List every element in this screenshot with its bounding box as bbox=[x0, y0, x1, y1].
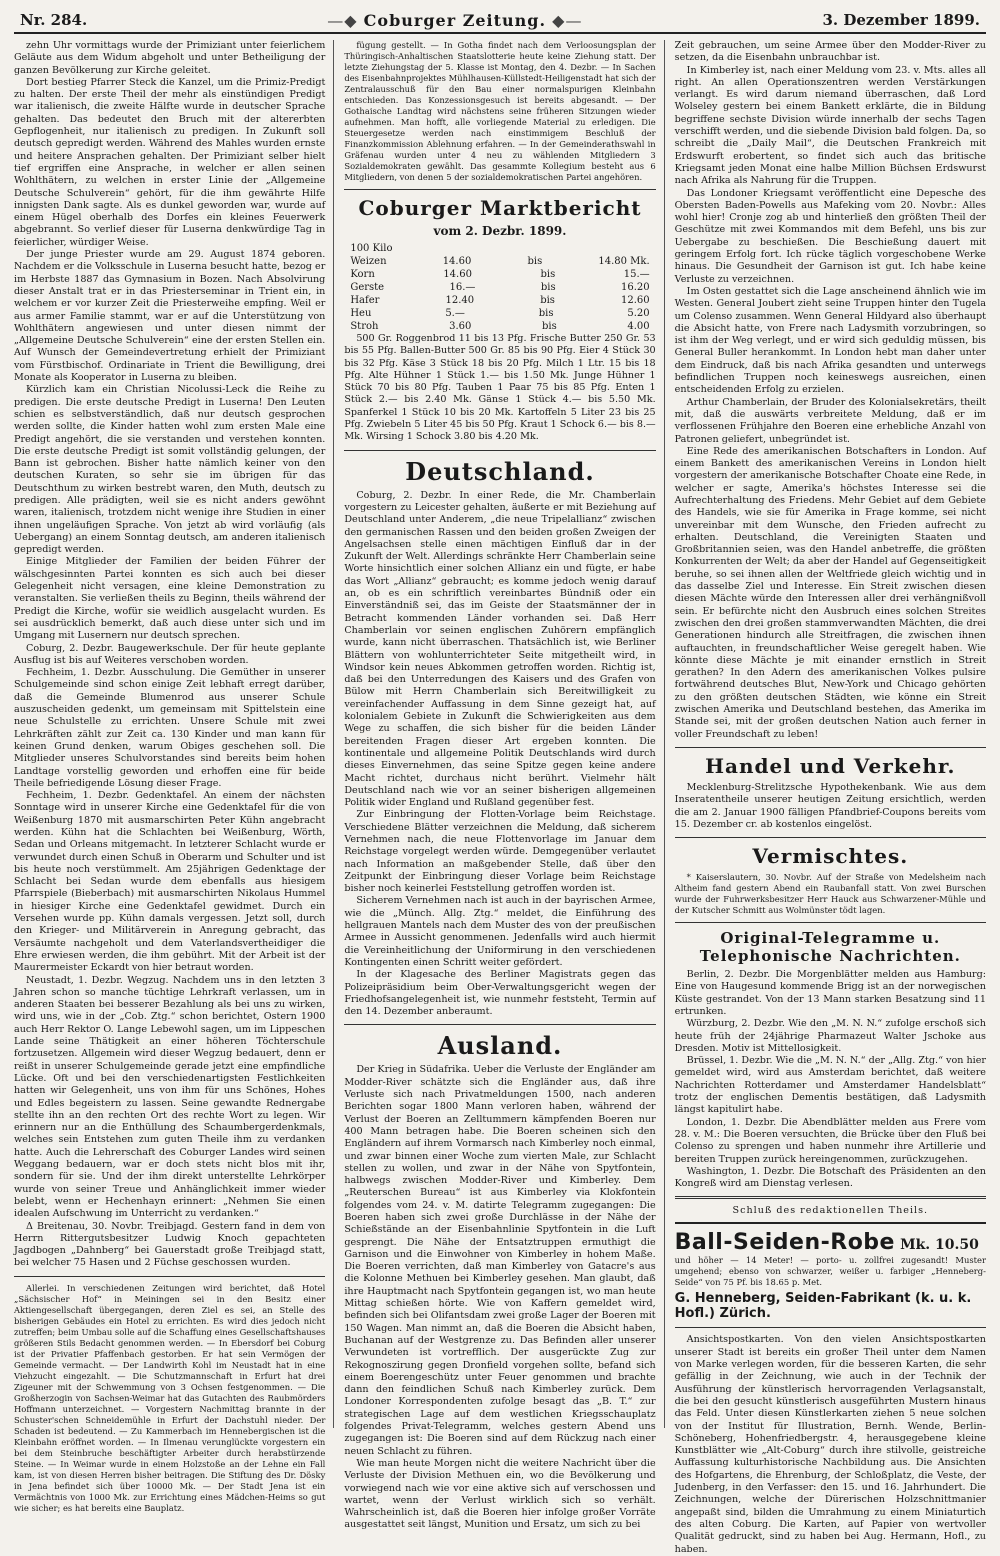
divider bbox=[675, 747, 986, 748]
columns bbox=[14, 40, 986, 1555]
market-row: Heu 5.— bis 5.20 bbox=[350, 308, 650, 319]
market-report-title: Coburger Marktbericht bbox=[358, 196, 642, 220]
paper-title: Coburger Zeitung. bbox=[363, 10, 547, 30]
end-of-editorial-note: Schluß des redaktionellen Theils. bbox=[732, 1205, 929, 1217]
column-2 bbox=[344, 40, 664, 1531]
divider bbox=[344, 450, 655, 451]
article-paragraph: Fechheim, 1. Dezbr. Gedenktafel. An einem der nächsten Sonntage wird in unserer Kirche eine Gedenktafel für die von Weißenburg 1870 mit ausmarschirten Peter Kühn angebracht werden. Kühn hat die Schlachten bei Weißenburg, Wörth, Sedan und Orleans mitgemacht. In letzterer Schlacht wurde er verwundet durch einen Schuß in Oberarm und Schulter und ist bis heute noch verstümmelt. Am 25jährigen Gedenktage der Schlacht bei Sedan wurde dem ebenfalls aus hiesigem Pfarrspiele (Bieberbach) mit ausmarschirten Nikolaus Hummel in hiesiger Kirche eine Gedenktafel gewidmet. Durch ein Versehen wurde pp. Kühn damals vergessen. Jetzt soll, durch den Krieger- und Militärverein in Anregung gebracht, das Versäumte nachgeholt und dem Vaterlandsvertheidiger die Ehre erwiesen werden, die ihm gebührt. Mit der Arbeit ist der Maurermeister Eckardt von hier betraut worden. bbox=[14, 790, 326, 974]
market-table bbox=[344, 242, 655, 333]
ad-price: Mk. 10.50 bbox=[900, 1237, 979, 1254]
masthead: Nr. 284. —◆ Coburger Zeitung. ◆— 3. Dezember 1899. bbox=[14, 10, 986, 34]
article-paragraph: Berlin, 2. Dezbr. Die Morgenblätter melden aus Hamburg: Eine von Haugesund kommende Brigg ist an der norwegischen Küste gestrandet. Von der 13 Mann starken Besatzung sind 11 ertrunken. bbox=[674, 969, 986, 1017]
market-row: Weizen 14.60 bis 14.80 Mk. bbox=[350, 256, 650, 267]
allerlei-paragraph: Allerlei. In verschiedenen Zeitungen wird berichtet, daß Hotel „Sächsischer Hof“ in Meiningen sei in den Besitz einer Aktiengesellschaft übergegangen, deren Ziel es sei, an Stelle des bisherigen Gebäudes ein Hotel zu errichten. Es wird dies jedoch nicht zutreffen; beim Umbau solle auf die Schaffung eines Gesellschaftshauses größeren Stils Bedacht genommen werden. — In Ebersdorf bei Coburg ist der Privatier Pfaffenbach gestorben. Er hat sein Vermögen der Gemeinde vermacht. — Der Landwirth Kohl im Neustadt hat in eine Viehzucht eingezahlt. — Die Schutzmannschaft in Erfurt hat drei Zigeuner mit der Schwemmung von 3 Ochsen festgenommen. — Die Großherzogin von Sachsen-Weimar hat das Gutachten des Raubmörders Hoffmann unterzeichnet. — Vorgestern Nachmittag brannte in der Schuster'schen Schneidemühle in Erfurt der Dachstuhl nieder. Der Schaden ist bedeutend. — Zu Kammerbach im Hennebergischen ist die Kleinbahn eröffnet worden. — In Ilmenau verunglückte vorgestern ein bei dem Steinbruche beschäftigter Arbeiter durch herabstürzende Steine. — In Weimar wurde in einem Holzstoße an der Lehne ein Fall kam, ist von diesen Herren bisher beitragen. Die Stiftung des Dr. Dösky in Jena befindet sich über 10000 Mk. — Der Stadt Jena ist ein Vermächtnis von 1000 Mk. zur Errichtung eines Mädchen-Heims so gut wie sicher; es hat bereits eine Bauplatz. bbox=[14, 1282, 326, 1513]
article-paragraph: Kürzlich kam ein Christian Nicolussi-Leck die Reihe zu predigen. Die erste deutsche Predigt in Luserna! Den Leuten schien es selbstverständlich, daß nur deutsch gesprochen werden sollte, die Kinder hatten wohl zum ersten Male eine Predigt angehört, die sie verstanden und verstehen konnten. Die erste deutsche Predigt ist somit vollständig gelungen, der Bann ist gebrochen. Bisher hatte nämlich keiner von den deutschen Kuraten, so sehr sie im übrigen für das Deutschthum zu wirken bestrebt waren, den Muth, deutsch zu predigen. Alle prädigten, weil sie es nicht anders gewöhnt waren, italienisch, trotzdem nicht wenige ihre Studien in einer ihnen ungeläufigen Sprache. Von jetzt ab wird vorläufig (als Uebergang) an einem Sonntag deutsch, am anderen italienisch gepredigt werden. bbox=[14, 384, 326, 556]
section-title-vermischtes: Vermischtes. bbox=[752, 844, 909, 869]
article-paragraph: London, 1. Dezbr. Die Abendblätter melden aus Frere vom 28. v. M.: Die Boeren versuchten, die Brücke über den Fluß bei Colenso zu sprengen und haben nunmehr ihre Artillerie und bereiten Truppen zurück hereingenommen, zurückzugehen. bbox=[674, 1116, 986, 1165]
article-paragraph: Coburg, 2. Dezbr. Baugewerkschule. Der für heute geplante Ausflug ist bis auf Weiteres verschoben worden. bbox=[14, 642, 326, 666]
column-1 bbox=[14, 40, 334, 1513]
divider bbox=[675, 922, 986, 923]
market-row: Stroh 3.60 bis 4.00 bbox=[350, 321, 650, 332]
section-title-deutschland: Deutschland. bbox=[405, 456, 595, 486]
ad-text: und höher — 14 Meter! — porto- u. zollfrei zugesandt! Muster umgehend; ebenso von schwarzer, weißer u. farbiger „Henneberg-Seide“ von 75 Pf. bis 18.65 p. Met. bbox=[674, 1255, 986, 1288]
article-paragraph: Eine Rede des amerikanischen Botschafters in London. Auf einem Bankett des amerikanischen Vereins in London hielt vorgestern der amerikanische Botschafter Choate eine Rede, in welcher er sagte, Amerika's höchstes Interesse sei die Aufrechterhaltung des Friedens. Mehr Gebiet auf dem Gebiete des Handels, wie sie für Amerika in Frage komme, sei nicht unvereinbar mit dem Wunsche, den Frieden aufrecht zu erhalten. Deutschland, die Vereinigten Staaten und Großbritannien seien, was den Handel anbetreffe, die größten Konkurrenten der Welt; da aber der Handel auf Gegenseitigkeit beruhe, so sei ihnen allen der Weltfriede gleich wichtig und in das dasselbe Ziel und Interesse. Ein Streit zwischen diesen diesen Mächte würde den Interessen aller drei verhängnißvoll sein. Er befürchte nicht den Ausbruch eines solchen Streites zwischen den drei großen stammverwandten Mächten, die drei Generationen hindurch alle Streitfragen, die zwischen ihnen auftauchten, in freundschaftlicher Weise geregelt haben. Wie könnte diese Mächte je mit einander ernstlich in Streit gerathen? In den Adern des amerikanischen Volkes pulsire fortwährend deutsches Blut, New-York und Chicago gehörten zu den größten deutschen Städten, wie könne ein Streit zwischen Amerika und Deutschland bestehen, das Amerika im Stande sei, mit der großen deutschen Nation auch ferner in voller Freundschaft zu leben! bbox=[674, 445, 986, 740]
article-paragraph: Brüssel, 1. Dezbr. Wie die „M. N. N.“ der „Allg. Ztg.“ von hier gemeldet wird, wird aus Amsterdam berichtet, daß weitere Nachrichten Rotterdamer und Amsterdamer Handelsblatt“ trotz der englischen Dementis bestätigen, daß Ladysmith längst kapitulirt habe. bbox=[674, 1055, 986, 1116]
divider bbox=[344, 1024, 655, 1025]
article-paragraph: Einige Mitglieder der Familien der beiden Führer der wälschgesinnten Partei konnten es sich auch bei dieser Gelegenheit nicht versagen, eine kleine Demonstration zu veranstalten. Sie verließen theils zu Beginn, theils während der Predigt die Kirche, wofür sie weidlich ausgelacht wurden. Es sei ausdrücklich bemerkt, daß auch diese unter sich und im Umgang mit Lusernern nur deutsch sprechen. bbox=[14, 556, 326, 642]
ad-firm: G. Henneberg, Seiden-Fabrikant (k. u. k. Hofl.) Zürich. bbox=[674, 1291, 972, 1322]
advertisement bbox=[675, 1222, 986, 1321]
divider bbox=[14, 1276, 325, 1277]
divider bbox=[675, 1196, 986, 1199]
article-paragraph: Im Osten gestattet sich die Lage anscheinend ähnlich wie im Westen. General Joubert zieht seine Truppen hinter den Tugela um Colenso zusammen. Wenn General Hildyard also überhaupt die Absicht hatte, von Frere nach Ladysmith vorzubringen, so ist ihm der Weg verlegt, und er wird sich geduldig müssen, bis General Buller herankommt. In London hebt man daher unter dem Eindruck, daß bis nach Afrika gesandten und unterwegs befindlichen Truppen noch keineswegs ausreichen, einen entscheidenden Erfolg zu erzielen. bbox=[674, 285, 986, 396]
article-paragraph: In Kimberley ist, nach einer Meldung vom 23. v. Mts. alles all right. An allen Operationszentren werden Verstärkungen verlangt. Es wird darum niemand überraschen, daß Lord Wolseley gestern bei einem Bankett erklärte, die in Bildung begriffene sechste Division würde innerhalb der sechs Tagen verschifft werden, und die siebende Division bald folgen. Da, so schreibt die „Daily Mail“, die Deutschen Frankreich mit Erdswurft erobertent, so findet sich auch das britische Kriegsamt jeden Monat eine halbe Million Büchsen Erdswurst nach Afrika als Nahrung für die Truppen. bbox=[674, 64, 986, 187]
article-paragraph: Wie man heute Morgen nicht die weitere Nachricht über die Verluste der Division Methuen ein, wo die Bevölkerung und vorwiegend nach wie vor eine aktive sich auf verschossen und wartet, wenn der Verlust wirklich sich so verhält. Wahrscheinlich ist, daß die Boeren hier infolge großer Vorräte ausgestattet seit längst, Munition und Ersatz, um sich zu bei bbox=[344, 1457, 656, 1531]
section-title-handel: Handel und Verkehr. bbox=[705, 753, 956, 778]
divider bbox=[344, 189, 655, 190]
article-paragraph: Δ Breitenau, 30. Novbr. Treibjagd. Gestern fand in dem von Herrn Rittergutsbesitzer Ludwig Knoch gepachteten Jagdbogen „Dahnberg“ bei Gauerstadt große Treibjagd statt, bei welcher 75 Hasen und 2 Füchse geschossen wurden. bbox=[14, 1220, 326, 1269]
article-paragraph: In der Klagesache des Berliner Magistrats gegen das Polizeipräsidium beim Ober-Verwaltungsgericht wegen der Friedhofsangelegenheit ist, wie nunmehr feststeht, Termin auf den 14. Dezember anberaumt. bbox=[344, 969, 656, 1018]
divider bbox=[675, 837, 986, 838]
article-paragraph: Arthur Chamberlain, der Bruder des Kolonialsekretärs, theilt mit, daß die auswärts verbreitete Meldung, daß er im verflossenen Frühjahre den Boeren eine erhebliche Anzahl von Patronen geliefert, unbegründet ist. bbox=[674, 396, 986, 445]
section-title-ausland: Ausland. bbox=[437, 1031, 563, 1061]
section-title-telegramme: Original-Telegramme u. Telephonische Nachrichten. bbox=[699, 929, 961, 966]
market-row: Gerste 16.— bis 16.20 bbox=[350, 282, 650, 293]
market-prices-text: 500 Gr. Roggenbrod 11 bis 13 Pfg. Frische Butter 250 Gr. 53 bis 55 Pfg. Ballen-Butter 500 Gr. 85 bis 90 Pfg. Eier 4 Stück 30 bis 32 Pfg. Käse 3 Stück 18 bis 20 Pfg. Milch 1 Ltr. 15 bis 18 Pfg. Alte Hühner 1 Stück 1.— bis 1.50 Mk. Junge Hühner 1 Stück 70 bis 80 Pfg. Tauben 1 Paar 75 bis 85 Pfg. Enten 1 Stück 2.— bis 2.40 Mk. Gänse 1 Stück 4.— bis 5.50 Mk. Spanferkel 1 Stück 10 bis 20 Mk. Kartoffeln 5 Liter 23 bis 25 Pfg. Zwiebeln 5 Liter 45 bis 50 Pfg. Kraut 1 Schock 6.— bis 8.— Mk. Wirsing 1 Schock 3.80 bis 4.20 Mk. bbox=[344, 333, 656, 443]
article-paragraph: fügung gestellt. — In Gotha findet nach dem Verloosungsplan der Thüringisch-Anhaltischen Staatslotterie heute keine Ziehung statt. Der letzte Ziehungstag der 5. Klasse ist Montag, den 4. Dezbr. — In Sachen des Eisenbahnprojektes Mühlhausen-Küllstedt-Heiligenstadt hat sich der Zentralausschuß für den Bau einer normalspurigen Kleinbahn entschieden. Das Konzessionsgesuch ist bereits abgesandt. — Der Gothaische Landtag wird nächstens seine früheren Sitzungen wieder aufnehmen. Man hofft, alle vorliegende Material zu erledigen. Die Steuergesetze werden nach einstimmigem Beschluß der Finanzkommission Ablehnung erfahren. — In der Gemeinderathswahl in Gräfenau wurden unter 4 neu zu wählenden Mitgliedern 3 Sozialdemokraten gewählt. Das gesammte Kollegium besteht aus 6 Mitgliedern, von denen 5 der sozialdemokratischen Partei angehören. bbox=[344, 40, 656, 182]
article-paragraph: Der Krieg in Südafrika. Ueber die Verluste der Engländer am Modder-River schätzte sich die Engländer aus, daß ihre Verluste sich nach Privatmeldungen 1500, nach anderen Berichten sogar 1800 Mann verloren haben, während der Verlust der Boeren an Zelltummern kämpfenden Boeren nur 400 Mann betragen habe. Die Boeren scheinen sich den Engländern auf ihrem Vormarsch nach Kimberley noch einmal, und zwar binnen einer Woche zum vierten Male, zur Schlacht stellen zu wollen, und zwar in der Nähe von Spytfontein, halbwegs zwischen Modder-River und Kimberley. Dem „Reuterschen Bureau“ ist aus Kimberley via Klokfontein folgendes vom 24. v. M. datirte Telegramm zugegangen: Die Boeren haben sich zwei große Durchlässe in der Nähe der Schießstände an der Eisenbahnlinie Spytfontein in die Luft gesprengt. Die Nähe der Entsatztruppen ermuthigt die Garnison und die Einwohner von Kimberley in hohem Maße. Die Boeren verrichten, daß man Kimberley von Gatacre's aus die Kolonne Methuen bei Kimberley gesehen. Man glaubt, daß ihre Hauptmacht nach Spytfontein gegangen ist, wo man heute Mittag schießen hörte. Wie von Kaffern gemeldet wird, befinden sich bei Olifantsdam zwei große Lager der Boeren mit 150 Wagen. Man nimmt an, daß die Boeren die Absicht haben, Buchanan auf der Westgrenze zu. Das Befinden aller unserer Verwundeten ist vortrefflich. Der ausgerückte Zug zur Rekognoszirung gegen Dronfield vorgehen sollte, befand sich einem Boerengeschütz unter Feuer genommen und brachte dann den feindlichen Schuß nach Kimberley zurück. Dem Londoner Korrespondenten zufolge besagt das „B. T.“ zur strategischen Lage auf dem westlichen Kriegsschauplatz folgendes Privat-Telegramm, welches gestern Abend uns zugegangen ist: Die Boeren sind auf dem Rückzug nach einer neuen Schlacht zu führen. bbox=[344, 1064, 656, 1457]
article-paragraph: Sicherem Vernehmen nach ist auch in der bayrischen Armee, wie die „Münch. Allg. Ztg.“ meldet, die Einführung des hellgrauen Mantels nach dem Muster des von der preußischen Armee in Aussicht genommenen. Jedenfalls wird auch hiermit die Vereinheitlichung der Uniformirung in den verschiedenen Kontingenten einen Schritt weiter gefördert. bbox=[344, 895, 656, 968]
article-paragraph: Ansichtspostkarten. Von den vielen Ansichtspostkarten unserer Stadt ist bereits ein großer Theil unter dem Namen von Marke verlegen worden, für die besseren Karten, die sehr gefällig in der Zeichnung, wie auch in der Technik der Ausführung der künstlerisch hervorragenden Verlagsanstalt, die bei den gesucht künstlerisch ausgeführten Mustern hinaus das Feld. Unter diesen Künstlerkarten ziehen 5 neue solchen von der Institut für Illustration, Bernh. Wende, Berlin-Schöneberg, Hohenfriedbergstr. 4, herausgegebene kleine Kunstblätter wie „Alt-Coburg“ durch ihre stilvolle, geistreiche Auffassung kulturhistorische Nachbildung aus. Die Ansichten des Hofgartens, die Ehrenburg, der Schloßplatz, die Veste, der Judenberg, in den Verfasser: den 15. und 16. Jahrhundert. Die Zeichnungen, welche der Dürerischen Holzschnittmanier angepaßt sind, bilden die Umrahmung zu einem Miniaturtich des alten Coburg. Die Karten, auf Papier von wertvoller Qualität gedruckt, sind zu haben bei Aug. Hermann, Hofl., zu haben. bbox=[674, 1334, 986, 1555]
article-paragraph: Washington, 1. Dezbr. Die Botschaft des Präsidenten an den Kongreß wird am Dienstag verlesen. bbox=[674, 1165, 986, 1190]
divider bbox=[675, 1327, 986, 1328]
article-paragraph: zehn Uhr vormittags wurde der Primiziant unter feierlichem Geläute aus dem Widum abgeholt und unter Betheiligung der ganzen Bevölkerung zur Kirche geleitet. bbox=[14, 40, 326, 76]
issue-date: 3. Dezember 1899. bbox=[822, 11, 980, 29]
ad-title: Ball-Seiden-Robe bbox=[674, 1230, 895, 1256]
article-paragraph: Der junge Priester wurde am 29. August 1874 geboren. Nachdem er die Volksschule in Luserna besucht hatte, bezog er im Herbste 1887 das Gymnasium in Bozen. Nach Absolvirung dieser Anstalt trat er in das Priesterseminar in Trient ein, in welchem er vor kurzer Zeit die Priesterweihe empfing. Weil er aus armer Familie stammt, war er auf die Unterstützung von Wohlthätern angewiesen und unter diesen nimmt der „Allgemeine Deutsche Schulverein“ eine der ersten Stellen ein. Auf Wunsch der Gemeindevertretung erhielt der Primiziant vom Fürstbischof. Ordinariate in Trient die Bewilligung, drei Monate als Kooperator in Luserna zu bleiben. bbox=[14, 249, 326, 384]
article-paragraph: Zur Einbringung der Flotten-Vorlage beim Reichstage. Verschiedene Blätter verzeichnen die Meldung, daß sicherem Vernehmen nach, die neue Flottenvorlage im Januar dem Reichstage vorgelegt werden würde. Demgegenüber verlautet nach Information an maßgebender Stelle, daß über den Zeitpunkt der Einbringung dieser Vorlage beim Reichstage bisher noch keinerlei Feststellung getroffen worden ist. bbox=[344, 809, 656, 895]
issue-number: Nr. 284. bbox=[20, 11, 88, 29]
article-paragraph: Dort bestieg Pfarrer Steck die Kanzel, um die Primiz-Predigt zu halten. Der erste Theil der mehr als einstündigen Predigt war italienisch, die zweite Hälfte wurde in deutscher Sprache gehalten. Das bedeutet den Bruch mit der altererbten Gepflogenheit, nur italienisch zu predigen. In Zukunft soll deutsch gepredigt werden. Während des Mahles wurden ernste und heitere Ansprachen gehalten. Der Primiziant selber hielt tief ergriffen eine Ansprache, in welcher er allen seinen Wohlthätern, zu welchen in erster Linie der „Allgemeine Deutsche Schulverein“ gehört, für die ihm gewährte Hilfe innigsten Dank sagte. Als es dunkel geworden war, wurde auf einem Hügel oberhalb des Dorfes ein kleines Feuerwerk abgebrannt. So verlief dieser für Luserna denkwürdige Tag in feierlicher, würdiger Weise. bbox=[14, 76, 326, 248]
article-paragraph: Würzburg, 2. Dezbr. Wie den „M. N. N.“ zufolge erschoß sich heute früh der 24jährige Pharmazeut Walter Jschoke aus Dresden. Motiv ist Mittellosigkeit. bbox=[674, 1018, 986, 1054]
article-paragraph: Das Londoner Kriegsamt veröffentlicht eine Depesche des Obersten Baden-Powells aus Mafeking vom 20. Novbr.: Alles wohl hier! Cronje zog ab und hinterließ den größten Theil der Geschütze mit zwei Kommandos mit dem Befehl, uns bis zur Uebergabe zu beschießen. Die Beschießung dauert mit geringem Erfolg fort. Ich rücke täglich vorgeschobene Werke hinaus. Die Gesundheit der Garnison ist gut. Ich habe keine Verluste zu verzeichnen. bbox=[674, 187, 986, 285]
market-row: Hafer 12.40 bis 12.60 bbox=[350, 295, 650, 306]
market-row: Korn 14.60 bis 15.— bbox=[350, 269, 650, 280]
article-paragraph: * Kaiserslautern, 30. Novbr. Auf der Straße von Medelsheim nach Altheim fand gestern Abend ein Raubanfall statt. Von zwei Burschen wurde der Fuhrwerksbesitzer Herr Hauck aus Schwarzener-Mühle und der Kutscher Schmitt aus Wolmünster tödt lagen. bbox=[674, 872, 986, 916]
market-unit: 100 Kilo bbox=[350, 243, 393, 254]
market-report-date: vom 2. Dezbr. 1899. bbox=[433, 224, 567, 238]
column-3 bbox=[674, 40, 986, 1555]
article-paragraph: Mecklenburg-Strelitzsche Hypothekenbank. Wie aus dem Inseratentheile unserer heutigen Zeitung ersichtlich, werden die am 2. Januar 1900 fälligen Pfandbrief-Coupons bereits vom 15. Dezember cr. ab kostenlos eingelöst. bbox=[674, 781, 986, 830]
article-paragraph: Coburg, 2. Dezbr. In einer Rede, die Mr. Chamberlain vorgestern zu Leicester gehalten, äußerte er mit Beziehung auf Deutschland unter Anderem, „die neue Tripelallianz“ zwischen den germanischen Rassen und den beiden großen Zweigen der Angelsachsen stelle einen mächtigen Einfluß dar in der Zukunft der Welt. Allerdings schränkte Herr Chamberlain seine Worte hinsichtlich einer solchen Allianz ein und fügte, er habe das Wort „Allianz“ gebraucht; es komme jedoch wenig darauf an, ob es ein schriftlich vereinbartes Bündniß oder ein Einverständniß sei, das im Geiste der Staatsmänner der in Betracht kommenden Länder vorhanden sei. Daß Herr Chamberlain vor seinen englischen Zuhörern empfänglich wurde, kann nicht überraschen. Thatsächlich ist, wie Berliner Blättern von wohlunterrichteter Seite mitgetheilt wird, in Windsor kein neues Abkommen getroffen worden. Richtig ist, daß bei den Unterredungen des Kaisers und des Grafen von Bülow mit Herrn Chamberlain sich Bereitwilligkeit zu vereinfachender Auffassung in dem Sinne gezeigt hat, auf kolonialem Gebiete in Zukunft die Schwierigkeiten aus dem Wege zu schaffen, die sich bisher für die beiden Länder bereitenden Fragen dieser Art ergeben konnten. Die kontinentale und allgemeine Politik Deutschlands wird durch dieses Einvernehmen, das seine Spitze gegen keine andere Macht richtet, durchaus nicht berührt. Vielmehr hält Deutschland nach wie vor an seiner bisherigen allgemeinen Politik wider England und Rußland gegenüber fest. bbox=[344, 489, 656, 809]
article-paragraph: Neustadt, 1. Dezbr. Wegzug. Nachdem uns in den letzten 3 Jahren schon so manche tüchtige Lehrkraft verlassen, um in anderen Staaten bei besserer Bezahlung als bei uns zu wirken, wird uns, wie in der „Cob. Ztg.“ schon berichtet, Ostern 1900 auch Herr Rektor O. Lange Lebewohl sagen, um im Lippeschen Lande seine Thätigkeit an einer höheren Töchterschule fortzusetzen. Allgemein wird dieser Wegzug bedauert, denn er reißt in unserer Schulgemeinde gerade jetzt eine empfindliche Lücke. Oft und bei den verschiedenartigsten Festlichkeiten hatten wir Gelegenheit, uns von ihm für uns Schönes, Hohes und Edles begeistern zu lassen. Seine gewandte Rednergabe stellte ihn an den rechten Ort des rechte Wort zu legen. Wir erinnern nur an die Enthüllung des Schaumbergerdenkmals, welches sein Entstehen zum guten Theile ihm zu verdanken hatte. Auch die Lehrerschaft des Coburger Landes wird seinen Weggang bedauern, war er doch stets nicht blos mit ihr, sondern für sie. Und der ihm direkt unterstellte Lehrkörper wurde von seiner Treue und Anhänglichkeit immer wieder belebt, wenn er Hechenhayn erinnert: „Nehmen Sie einen idealen Aufschwung im Unterricht zu verdanken.“ bbox=[14, 974, 326, 1220]
article-paragraph: Zeit gebrauchen, um seine Armee über den Modder-River zu setzen, da die Eisenbahn unbrauchbar ist. bbox=[674, 40, 986, 64]
article-paragraph: Fechheim, 1. Dezbr. Ausschulung. Die Gemüther in unserer Schulgemeinde sind schon einige Zeit lebhaft erregt darüber, daß die Gemeinde Blumenrod aus unserer Schule auszuscheiden gedenkt, um gemeinsam mit Spittelstein eine neue Schulstelle zu errichten. Unsere Schule mit zwei Lehrkräften zählt zur Zeit ca. 130 Kinder und man kann für keinen Grund denken, warum Obiges geschehen soll. Die Mitglieder unseres Schulvorstandes sind bereits beim hohen Landtage vorstellig geworden und erhoffen eine für beide Theile befriedigende Lösung dieser Frage. bbox=[14, 667, 326, 789]
